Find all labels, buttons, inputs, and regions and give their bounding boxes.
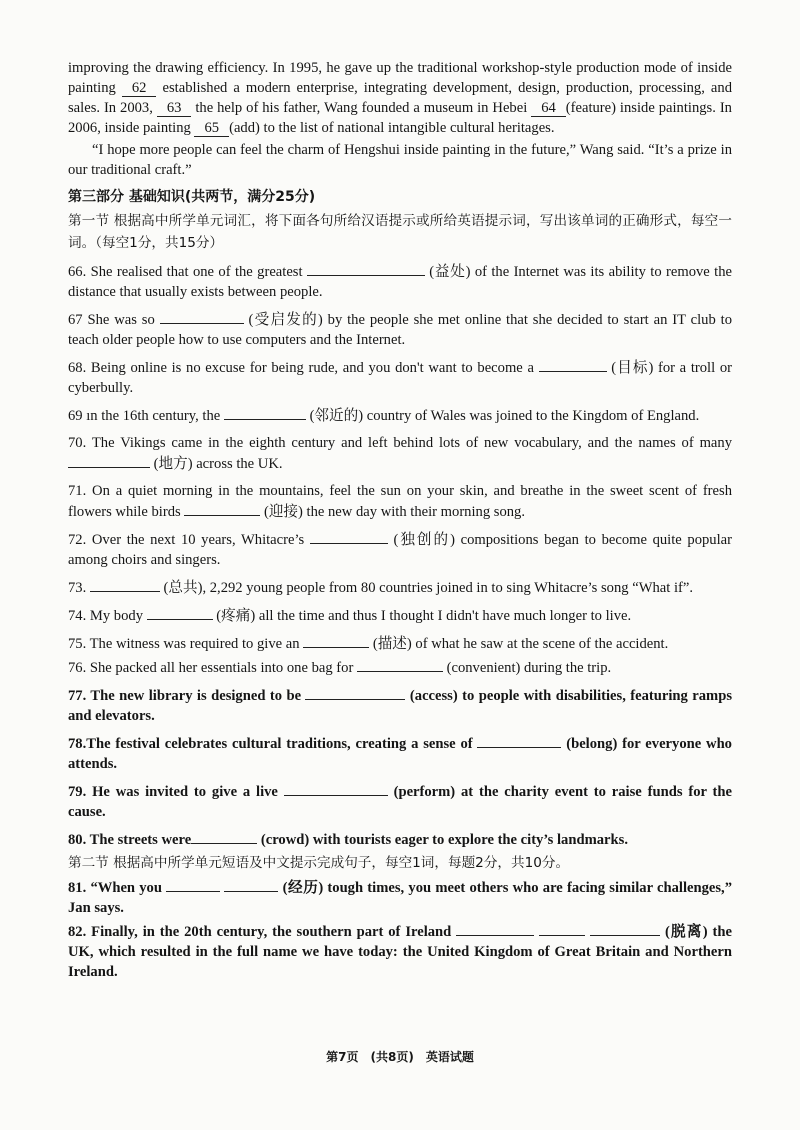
page-number: 第7页: [326, 1050, 359, 1064]
answer-blank-71[interactable]: [184, 501, 260, 516]
question-81: 81. “When you (经历) tough times, you meet others who are facing similar challenges,” Jan says.: [68, 877, 732, 918]
question-80: 80. The streets were (crowd) with tourists eager to explore the city’s landmarks.: [68, 829, 732, 850]
question-78: 78.The festival celebrates cultural traditions, creating a sense of (belong) for everyone who attends.: [68, 733, 732, 774]
answer-blank-67[interactable]: [160, 309, 244, 324]
question-82: 82. Finally, in the 20th century, the southern part of Ireland (脱离) the UK, which resulted in the full name we have today: the United Kingdom of Great Britain and Northern Ireland.: [68, 921, 732, 982]
subject-label: 英语试题: [425, 1050, 474, 1064]
passage-quote: “I hope more people can feel the charm of Hengshui inside painting in the future,” Wang said. “It’s a prize in our traditional craft.”: [68, 142, 732, 178]
answer-blank-68[interactable]: [539, 357, 607, 372]
question-66: 66. She realised that one of the greatest (益处) of the Internet was its ability to remove the distance that usually exists between people.: [68, 261, 732, 302]
page-total: (共8页): [370, 1050, 414, 1064]
answer-blank-72[interactable]: [310, 529, 388, 544]
question-75: 75. The witness was required to give an (描述) of what he saw at the scene of the accident.: [68, 633, 732, 654]
answer-blank-69[interactable]: [224, 405, 306, 420]
answer-blank-66[interactable]: [307, 261, 425, 276]
question-69: 69 ın the 16th century, the (邻近的) country of Wales was joined to the Kingdom of England.: [68, 405, 732, 426]
question-73: 73. (总共), 2,292 young people from 80 countries joined in to sing Whitacre’s song “What if”.: [68, 577, 732, 598]
answer-blank-74[interactable]: [147, 605, 213, 620]
answer-blank-82a[interactable]: [456, 921, 534, 936]
question-79: 79. He was invited to give a live (perform) at the charity event to raise funds for the cause.: [68, 781, 732, 822]
question-72: 72. Over the next 10 years, Whitacre’s (独创的) compositions began to become quite popular among choirs and singers.: [68, 529, 732, 570]
answer-blank-81b[interactable]: [224, 877, 278, 892]
answer-blank-70[interactable]: [68, 453, 150, 468]
question-70: 70. The Vikings came in the eighth century and left behind lots of new vocabulary, and the names of many (地方) across the UK.: [68, 435, 732, 472]
answer-blank-77[interactable]: [305, 685, 405, 700]
blank-65[interactable]: 65: [194, 120, 229, 137]
part3-title: 第三部分 基础知识(共两节，满分25分): [68, 189, 316, 205]
answer-blank-73[interactable]: [90, 577, 160, 592]
passage-paragraph: improving the drawing efficiency. In 1995, he gave up the traditional workshop-style production mode of inside painting 62 established a modern enterprise, integrating development, design, production, processing, and sales. In 2003, 63 the help of his father, Wang founded a museum in Hebei 64 (feature) inside paintings. In 2006, inside painting 65 (add) to the list of national intangible cultural heritages.: [68, 60, 732, 136]
answer-blank-79[interactable]: [284, 781, 388, 796]
exam-page: [68, 58, 732, 982]
answer-blank-78[interactable]: [477, 733, 561, 748]
answer-blank-76[interactable]: [357, 657, 443, 672]
page-footer: [0, 1048, 800, 1065]
question-67: 67 She was so (受启发的) by the people she met online that she decided to start an IT club to teach older people how to use computers and the Internet.: [68, 309, 732, 350]
question-77: 77. The new library is designed to be (access) to people with disabilities, featuring ramps and elevators.: [68, 685, 732, 726]
blank-63[interactable]: 63: [157, 100, 192, 117]
question-76: 76. She packed all her essentials into one bag for (convenient) during the trip.: [68, 657, 732, 678]
question-74: 74. My body (疼痛) all the time and thus I thought I didn't have much longer to live.: [68, 605, 732, 626]
answer-blank-80[interactable]: [191, 829, 257, 844]
answer-blank-82c[interactable]: [590, 921, 660, 936]
answer-blank-82b[interactable]: [539, 921, 585, 936]
answer-blank-75[interactable]: [303, 633, 369, 648]
blank-64[interactable]: 64: [531, 100, 566, 117]
question-71: 71. On a quiet morning in the mountains, feel the sun on your skin, and breathe in the sweet scent of fresh flowers while birds (迎接) the new day with their morning song.: [68, 483, 732, 520]
blank-62[interactable]: 62: [122, 80, 157, 97]
section1-instructions: 第一节 根据高中所学单元词汇，将下面各句所给汉语提示或所给英语提示词，写出该单词的正确形式，每空一词。（每空1分，共15分）: [68, 213, 732, 251]
answer-blank-81a[interactable]: [166, 877, 220, 892]
passage-section: [68, 58, 732, 180]
question-68: 68. Being online is no excuse for being rude, and you don't want to become a (目标) for a troll or cyberbully.: [68, 357, 732, 398]
section2-instructions: 第二节 根据高中所学单元短语及中文提示完成句子，每空1词，每题2分，共10分。: [68, 855, 570, 871]
